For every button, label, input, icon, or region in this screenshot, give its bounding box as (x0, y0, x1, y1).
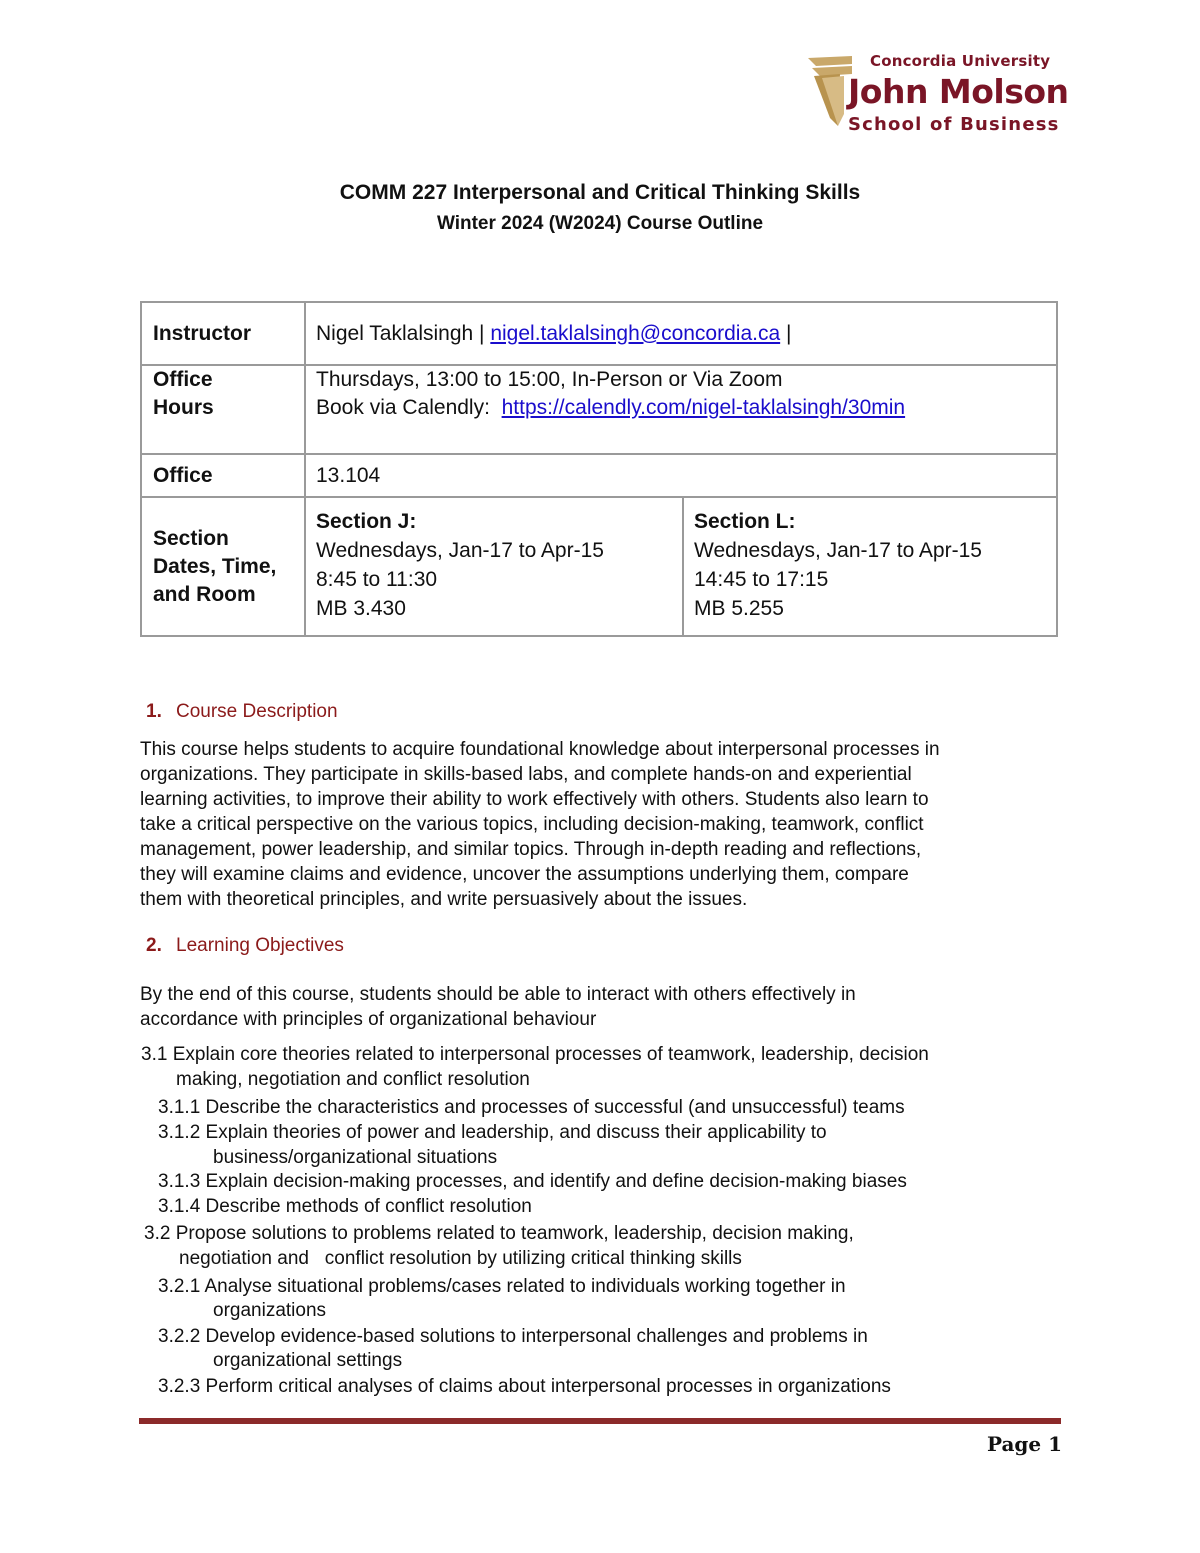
objective-continuation: making, negotiation and conflict resolution (176, 1069, 530, 1090)
course-info-table (140, 301, 1058, 637)
objective-number: 3.2.1 (158, 1276, 201, 1297)
page-number: Page 1 (986, 1432, 1062, 1456)
instructor-label: Instructor (141, 302, 305, 365)
course-title: COMM 227 Interpersonal and Critical Thinking Skills (339, 181, 861, 204)
objective-text: Describe the characteristics and processes of successful (and unsuccessful) teams (200, 1097, 905, 1118)
office-hours-label-line: Office (153, 368, 213, 391)
paragraph-line: management, power leadership, and similar topics. Through in-depth reading and reflections, (140, 839, 922, 860)
section-j-time: 8:45 to 11:30 (316, 568, 438, 591)
paragraph-line: organizations. They participate in skills-based labs, and complete hands-on and experiential (140, 764, 912, 785)
paragraph-line: accordance with principles of organizational behaviour (140, 1009, 597, 1030)
section-l-time: 14:45 to 17:15 (694, 568, 829, 591)
heading-text: Course Description (176, 701, 338, 722)
table-row (141, 302, 1057, 365)
section-j-days: Wednesdays, Jan-17 to Apr-15 (316, 539, 604, 562)
objective-number: 3.2 (144, 1223, 171, 1244)
learning-objectives-intro (140, 982, 1060, 1032)
section-l-cell (683, 497, 1057, 636)
course-subtitle: Winter 2024 (W2024) Course Outline (436, 213, 764, 234)
objective-number: 3.1 (141, 1044, 168, 1065)
section-l-days: Wednesdays, Jan-17 to Apr-15 (694, 539, 982, 562)
objective-number: 3.2.2 (158, 1326, 201, 1347)
objective-continuation: organizational settings (213, 1350, 403, 1371)
heading-number: 1. (146, 701, 162, 722)
course-description-body (140, 737, 1060, 912)
course-description-heading (146, 701, 338, 723)
university-logo (808, 50, 1069, 136)
section-label-line: and Room (153, 582, 256, 606)
objective-text: Describe methods of conflict resolution (200, 1196, 532, 1217)
objective-continuation: negotiation and conflict resolution by utilizing critical thinking skills (179, 1248, 742, 1269)
section-j-room: MB 3.430 (316, 597, 406, 620)
office-value: 13.104 (305, 454, 1057, 497)
objective-text: Explain core theories related to interpersonal processes of teamwork, leadership, decision (167, 1044, 929, 1065)
learning-objectives-heading (146, 935, 344, 957)
office-label: Office (141, 454, 305, 497)
objective-text: Explain decision-making processes, and identify and define decision-making biases (200, 1171, 907, 1192)
objective-item (158, 1096, 905, 1121)
paragraph-line: learning activities, to improve their ability to work effectively with others. Students also learn to (140, 789, 929, 810)
instructor-cell (305, 302, 1057, 365)
objective-item (158, 1121, 827, 1146)
section-j-cell (305, 497, 683, 636)
table-row (141, 497, 1057, 636)
office-hours-label (141, 365, 305, 454)
instructor-email-link[interactable]: nigel.taklalsingh@concordia.ca (490, 321, 781, 345)
heading-text: Learning Objectives (176, 935, 344, 956)
section-label (141, 497, 305, 636)
objective-item (158, 1375, 891, 1400)
objective-number: 3.1.3 (158, 1171, 201, 1192)
objective-continuation: business/organizational situations (213, 1147, 498, 1168)
table-row (141, 365, 1057, 454)
objective-text: Propose solutions to problems related to teamwork, leadership, decision making, (170, 1223, 854, 1244)
objective-number: 3.2.3 (158, 1376, 201, 1397)
objective-item (158, 1170, 907, 1195)
objective-number: 3.1.1 (158, 1097, 201, 1118)
office-hours-cell (305, 365, 1057, 454)
calendly-link[interactable]: https://calendly.com/nigel-taklalsingh/30min (501, 396, 906, 419)
section-l-room: MB 5.255 (694, 597, 784, 620)
office-hours-label-line: Hours (153, 396, 214, 419)
objective-item (144, 1222, 854, 1247)
objective-item (141, 1043, 929, 1068)
objective-item (158, 1275, 846, 1300)
logo-school: School of Business (848, 114, 1060, 135)
objective-text: Develop evidence-based solutions to interpersonal challenges and problems in (200, 1326, 868, 1347)
instructor-name: Nigel Taklalsingh | (316, 321, 491, 345)
section-label-line: Dates, Time, (153, 554, 277, 578)
section-j-title: Section J: (316, 510, 417, 533)
paragraph-line: By the end of this course, students should be able to interact with others effectively in (140, 984, 856, 1005)
objective-number: 3.1.4 (158, 1196, 201, 1217)
office-hours-booking (316, 394, 1046, 422)
objective-text: Analyse situational problems/cases related to individuals working together in (200, 1276, 846, 1297)
objective-text: Perform critical analyses of claims about interpersonal processes in organizations (200, 1376, 891, 1397)
footer-divider (139, 1418, 1061, 1424)
paragraph-line: This course helps students to acquire foundational knowledge about interpersonal processes in (140, 739, 940, 760)
table-row (141, 454, 1057, 497)
objective-number: 3.1.2 (158, 1122, 201, 1143)
objective-item (158, 1325, 868, 1350)
instructor-separator: | (780, 321, 792, 345)
paragraph-line: them with theoretical principles, and write persuasively about the issues. (140, 889, 748, 910)
paragraph-line: they will examine claims and evidence, uncover the assumptions underlying them, compare (140, 864, 909, 885)
office-hours-schedule: Thursdays, 13:00 to 15:00, In-Person or Via Zoom (316, 368, 783, 391)
booking-label: Book via Calendly: (316, 396, 502, 419)
objective-continuation: organizations (213, 1300, 327, 1321)
section-label-line: Section (153, 526, 229, 550)
objective-text: Explain theories of power and leadership, and discuss their applicability to (200, 1122, 827, 1143)
objective-item (158, 1195, 532, 1220)
heading-number: 2. (146, 935, 162, 956)
paragraph-line: take a critical perspective on the various topics, including decision-making, teamwork, conflict (140, 814, 924, 835)
logo-university: Concordia University (870, 52, 1051, 70)
section-l-title: Section L: (694, 510, 796, 533)
logo-name: John Molson (848, 72, 1069, 111)
